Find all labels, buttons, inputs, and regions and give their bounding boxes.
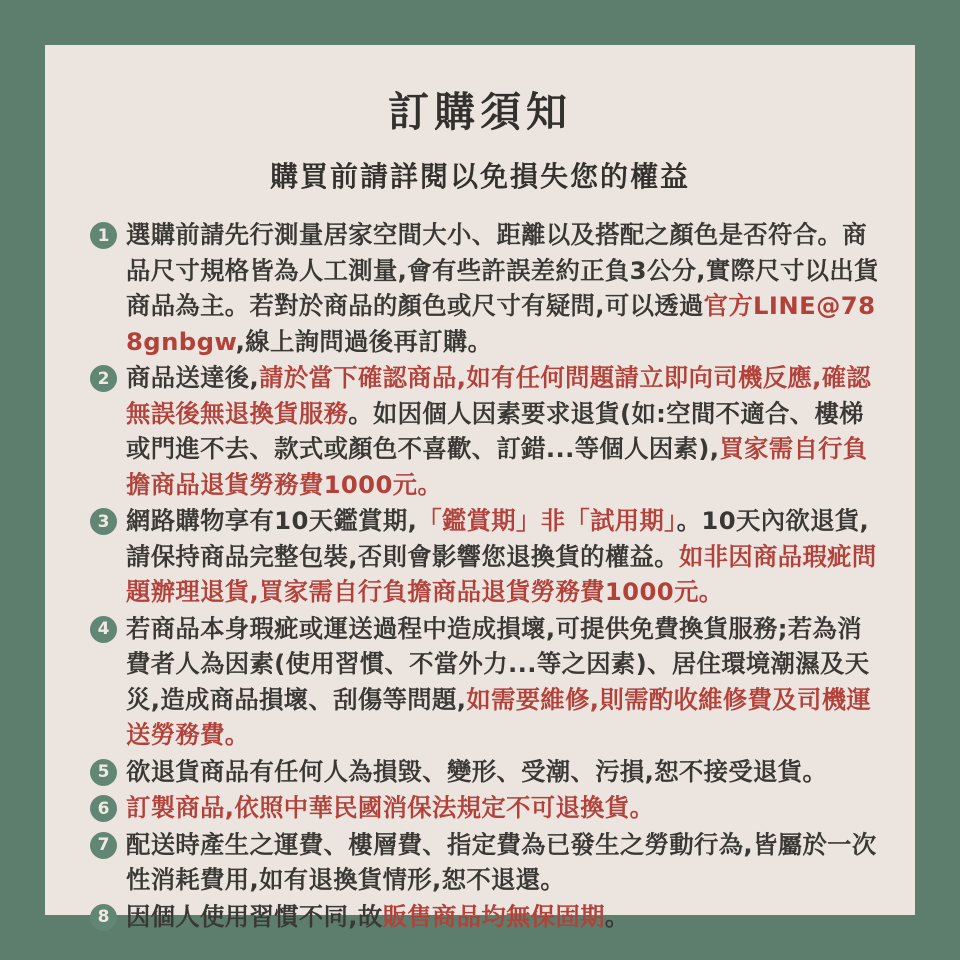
item-number-badge: 7: [90, 832, 117, 859]
body-text: ,線上詢問過後再訂購。: [235, 326, 493, 356]
notice-item: [90, 503, 883, 610]
notice-item: [90, 827, 883, 898]
body-text: 因個人使用習慣不同,故: [126, 901, 383, 931]
item-number-badge: 4: [90, 616, 117, 643]
item-text: [126, 611, 883, 753]
item-text: [126, 754, 827, 790]
body-text: 。: [604, 901, 630, 931]
item-number-badge: 8: [90, 904, 117, 931]
body-text: 網路購物享有10天鑑賞期,: [126, 506, 418, 535]
notice-item: [90, 611, 883, 753]
body-text: 。10天內欲退貨,請保持商品完整包裝,否則會影響您退換貨的權益。: [126, 506, 870, 571]
highlight-text: 訂製商品,依照中華民國消保法規定不可退換貨。: [126, 793, 655, 822]
item-text: [126, 360, 883, 502]
highlight-text: 買家需自行負擔商品退貨勞務費1000元。: [126, 434, 868, 499]
body-text: 欲退貨商品有任何人為損毀、變形、受潮、污損,恕不接受退貨。: [126, 756, 828, 786]
highlight-text: 「鑑賞期」非「試用期」: [417, 506, 677, 535]
item-number-badge: 5: [90, 759, 117, 786]
highlight-text: 如需要維修,則需酌收維修費及司機運送勞務費。: [126, 684, 872, 749]
highlight-text: 如非因商品瑕疵問題辦理退貨,買家需自行負擔商品退貨勞務費1000元。: [126, 541, 877, 606]
item-text: [126, 790, 654, 826]
page-subtitle: 購買前請詳閱以免損失您的權益: [269, 160, 690, 193]
item-number-badge: 6: [90, 795, 117, 822]
body-text: 。如因個人因素要求退貨(如:空間不適合、樓梯或門進不去、款式或顏色不喜歡、訂錯...等個人因素),: [126, 398, 864, 463]
body-text: 配送時產生之運費、樓層費、指定費為已發生之勞動行為,皆屬於一次性消耗費用,如有退換貨情形,恕不退還。: [126, 829, 877, 894]
page-title: 訂購須知: [388, 88, 572, 136]
notice-panel: [45, 45, 915, 931]
highlight-text: 請於當下確認商品,如有任何問題請立即向司機反應,確認無誤後無退換貨服務: [126, 363, 872, 428]
item-text: [126, 899, 630, 935]
notice-item: [90, 360, 883, 502]
item-text: [126, 503, 883, 610]
body-text: 選購前請先行測量居家空間大小、距離以及搭配之顏色是否符合。商品尺寸規格皆為人工測量,會有些許誤差約正負3公分,實際尺寸以出貨商品為主。若對於商品的顏色或尺寸有疑問,可以透過: [126, 220, 879, 320]
item-text: [126, 827, 883, 898]
item-text: [126, 217, 883, 359]
item-number-badge: 2: [90, 365, 117, 392]
notice-item: [90, 790, 883, 826]
body-text: 商品送達後,: [126, 363, 260, 392]
highlight-text: 官方LINE@788gnbgw: [126, 291, 876, 356]
notice-item: [90, 217, 883, 359]
item-number-badge: 1: [90, 222, 117, 249]
notice-item: [90, 899, 883, 935]
item-number-badge: 3: [90, 508, 117, 535]
body-text: 若商品本身瑕疵或運送過程中造成損壞,可提供免費換貨服務;若為消費者人為因素(使用習慣、不當外力...等之因素)、居住環境潮濕及天災,造成商品損壞、刮傷等問題,: [126, 613, 870, 714]
notice-item: [90, 754, 883, 790]
highlight-text: 販售商品均無保固期: [382, 901, 605, 931]
notice-list: [90, 217, 883, 934]
